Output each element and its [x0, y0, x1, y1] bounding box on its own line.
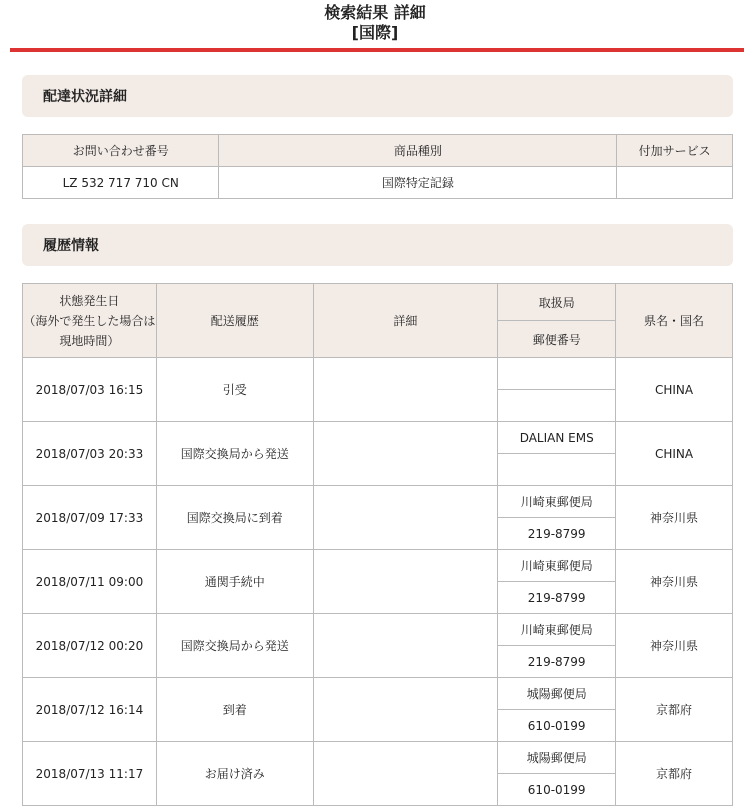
date-cell: 2018/07/09 17:33	[23, 486, 157, 550]
delivery-status-section-header	[22, 75, 733, 117]
status-cell: 到着	[156, 678, 313, 742]
table-row	[23, 742, 733, 774]
service-cell	[617, 167, 733, 199]
office-cell: DALIAN EMS	[498, 422, 616, 454]
postal-cell: 610-0199	[498, 774, 616, 806]
status-cell: 国際交換局から発送	[156, 614, 313, 678]
detail-cell	[313, 678, 498, 742]
date-cell: 2018/07/13 11:17	[23, 742, 157, 806]
status-cell: 国際交換局から発送	[156, 422, 313, 486]
table-row	[23, 167, 733, 199]
status-cell: お届け済み	[156, 742, 313, 806]
header-office: 取扱局	[498, 284, 616, 321]
date-cell: 2018/07/12 00:20	[23, 614, 157, 678]
office-cell	[498, 358, 616, 390]
header-postal: 郵便番号	[498, 321, 616, 358]
delivery-status-table	[22, 134, 733, 199]
header-tracking-no: お問い合わせ番号	[23, 135, 219, 167]
region-cell: CHINA	[616, 358, 733, 422]
region-cell: 神奈川県	[616, 486, 733, 550]
page-title: 検索結果 詳細	[324, 3, 426, 22]
detail-cell	[313, 486, 498, 550]
status-cell: 通関手続中	[156, 550, 313, 614]
detail-cell	[313, 742, 498, 806]
detail-cell	[313, 422, 498, 486]
item-type-cell: 国際特定記録	[219, 167, 617, 199]
region-cell: CHINA	[616, 422, 733, 486]
delivery-status-heading: 配達状況詳細	[43, 89, 127, 105]
table-row	[23, 422, 733, 454]
region-cell: 神奈川県	[616, 614, 733, 678]
page-subtitle: [国際]	[351, 23, 399, 42]
postal-cell: 219-8799	[498, 646, 616, 678]
status-cell: 国際交換局に到着	[156, 486, 313, 550]
office-cell: 川崎東郵便局	[498, 614, 616, 646]
table-row	[23, 358, 733, 390]
detail-cell	[313, 614, 498, 678]
history-section-header	[22, 224, 733, 266]
office-cell: 川崎東郵便局	[498, 486, 616, 518]
header-region: 県名・国名	[616, 284, 733, 358]
date-cell: 2018/07/12 16:14	[23, 678, 157, 742]
office-cell: 城陽郵便局	[498, 678, 616, 710]
history-body	[23, 358, 733, 806]
header-detail: 詳細	[313, 284, 498, 358]
region-cell: 京都府	[616, 678, 733, 742]
header-item-type: 商品種別	[219, 135, 617, 167]
postal-cell: 219-8799	[498, 582, 616, 614]
date-cell: 2018/07/11 09:00	[23, 550, 157, 614]
table-row	[23, 678, 733, 710]
page-header	[0, 0, 750, 47]
tracking-no-cell: LZ 532 717 710 CN	[23, 167, 219, 199]
history-heading: 履歴情報	[43, 238, 99, 254]
header-divider	[10, 48, 744, 52]
date-cell: 2018/07/03 20:33	[23, 422, 157, 486]
table-row	[23, 614, 733, 646]
table-row	[23, 486, 733, 518]
detail-cell	[313, 358, 498, 422]
detail-cell	[313, 550, 498, 614]
date-cell: 2018/07/03 16:15	[23, 358, 157, 422]
postal-cell: 610-0199	[498, 710, 616, 742]
header-service: 付加サービス	[617, 135, 733, 167]
office-cell: 城陽郵便局	[498, 742, 616, 774]
region-cell: 神奈川県	[616, 550, 733, 614]
postal-cell	[498, 390, 616, 422]
office-cell: 川崎東郵便局	[498, 550, 616, 582]
table-row	[23, 550, 733, 582]
history-table	[22, 283, 733, 806]
header-status: 配送履歴	[156, 284, 313, 358]
region-cell: 京都府	[616, 742, 733, 806]
postal-cell: 219-8799	[498, 518, 616, 550]
table-header-row	[23, 135, 733, 167]
status-cell: 引受	[156, 358, 313, 422]
table-header-row	[23, 284, 733, 321]
header-date: 状態発生日 （海外で発生した場合は現地時間）	[23, 284, 157, 358]
postal-cell	[498, 454, 616, 486]
